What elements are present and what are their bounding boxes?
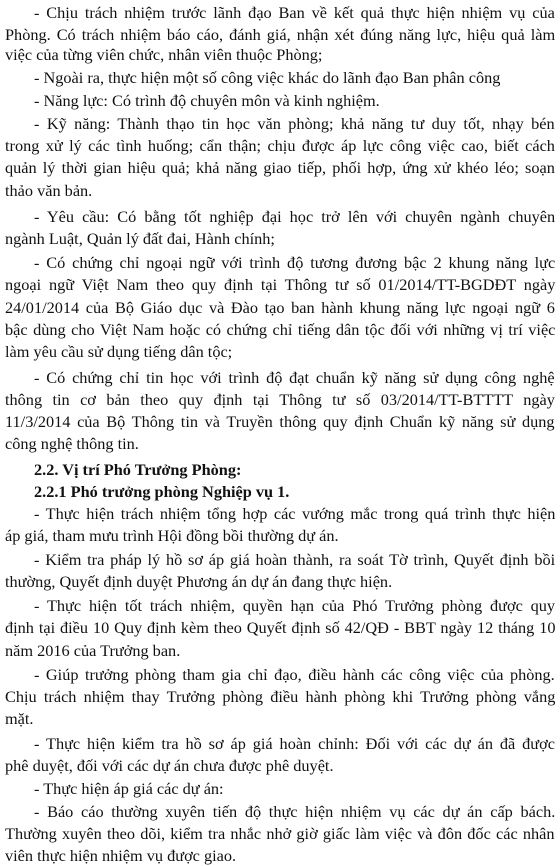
text-line: thông tin cơ bản theo quy định tại Thông tư số 03/2014/TT-BTTTT ngày xyxy=(5,390,555,409)
text-line: Thường xuyên theo dõi, kiểm tra nhắc nhở giờ giấc làm việc và đôn đốc các nhân xyxy=(5,824,555,843)
text-line: ngành Luật, Quản lý đất đai, Hành chính; xyxy=(5,229,275,248)
text-line: - Yêu cầu: Có bằng tốt nghiệp đại học trở lên với chuyên ngành chuyên xyxy=(34,207,556,226)
text-line: Phòng. Có trách nhiệm báo cáo, đánh giá, nhận xét đúng năng lực, hiệu quả làm xyxy=(5,25,556,44)
text-line: công nghệ thông tin. xyxy=(5,434,139,453)
text-line: Chịu trách nhiệm thay Trưởng phòng điều hành phòng khi Trưởng phòng vắng xyxy=(5,687,556,706)
text-line: áp giá, tham mưu trình Hội đồng bồi thường dự án. xyxy=(5,526,339,545)
text-line: 11/3/2014 của Bộ Thông tin và Truyền thông quy định Chuẩn kỹ năng sử dụng xyxy=(5,412,555,431)
text-line: - Thực hiện trách nhiệm tổng hợp các vướng mắc trong quá trình thực hiện xyxy=(34,504,556,523)
text-line: - Có chứng chỉ ngoại ngữ với trình độ tương đương bậc 2 khung năng lực xyxy=(34,253,556,272)
text-line: - Có chứng chỉ tin học với trình độ đạt chuẩn kỹ năng sử dụng công nghệ xyxy=(34,368,555,387)
text-line: - Thực hiện áp giá các dự án: xyxy=(34,779,224,798)
text-line: thường, Quyết định duyệt Phương án dự án đang thực hiện. xyxy=(5,572,393,591)
text-line: - Báo cáo thường xuyên tiến độ thực hiện nhiệm vụ các dự án cấp bách. xyxy=(34,802,556,821)
text-line: - Ngoài ra, thực hiện một số công việc khác do lãnh đạo Ban phân công xyxy=(34,68,501,87)
section-heading: 2.2.1 Phó trưởng phòng Nghiệp vụ 1. xyxy=(34,482,290,501)
text-line: - Giúp trưởng phòng tham gia chỉ đạo, điều hành các công việc của phòng. xyxy=(34,665,555,684)
text-line: - Thực hiện kiểm tra hồ sơ áp giá hoàn chỉnh: Đối với các dự án đã được xyxy=(34,734,555,753)
text-line: ngoại ngữ Việt Nam theo quy định tại Thông tư số 01/2014/TT-BGDĐT ngày xyxy=(5,275,556,294)
text-line: - Năng lực: Có trình độ chuyên môn và kinh nghiệm. xyxy=(34,91,380,110)
text-line: - Kiểm tra pháp lý hồ sơ áp giá hoàn thành, ra soát Tờ trình, Quyết định bồi xyxy=(34,550,556,569)
section-heading: 2.2. Vị trí Phó Trưởng Phòng: xyxy=(34,460,242,479)
text-line: thảo văn bản. xyxy=(5,181,93,200)
text-line: phê duyệt, đối với các dự án chưa được phê duyệt. xyxy=(5,756,334,775)
text-line: - Kỹ năng: Thành thạo tin học văn phòng; khả năng tư duy tốt, nhạy bén xyxy=(34,114,555,133)
text-line: năm 2016 của Trưởng ban. xyxy=(5,641,181,660)
text-line: bậc dùng cho Việt Nam hoặc có chứng chỉ tiếng dân tộc đối với những vị trí việc xyxy=(5,320,556,339)
text-line: - Chịu trách nhiệm trước lãnh đạo Ban về kết quả thực hiện nhiệm vụ của xyxy=(34,3,555,22)
text-line: 24/01/2014 của Bộ Giáo dục và Đào tạo ban hành khung năng lực ngoại ngữ 6 xyxy=(5,298,555,317)
text-line: trong xử lý các tình huống; cẩn thận; chịu được áp lực công việc cao, biết cách xyxy=(5,136,555,155)
text-line: - Thực hiện tốt trách nhiệm, quyền hạn của Phó Trưởng phòng được quy xyxy=(34,596,556,615)
text-line: làm yêu cầu sử dụng tiếng dân tộc; xyxy=(5,342,233,361)
text-line: mặt. xyxy=(5,709,34,728)
text-line: định tại điều 10 Quy định kèm theo Quyết định số 42/QĐ - BBT ngày 12 tháng 10 xyxy=(5,618,556,637)
text-line: viên thực hiện nhiệm vụ được giao. xyxy=(5,846,237,865)
text-line: quản lý thời gian hiệu quả; khả năng giao tiếp, phối hợp, ứng xử khéo léo; soạn xyxy=(5,158,555,177)
text-line: việc của từng viên chức, nhân viên thuộc Phòng; xyxy=(5,45,323,64)
